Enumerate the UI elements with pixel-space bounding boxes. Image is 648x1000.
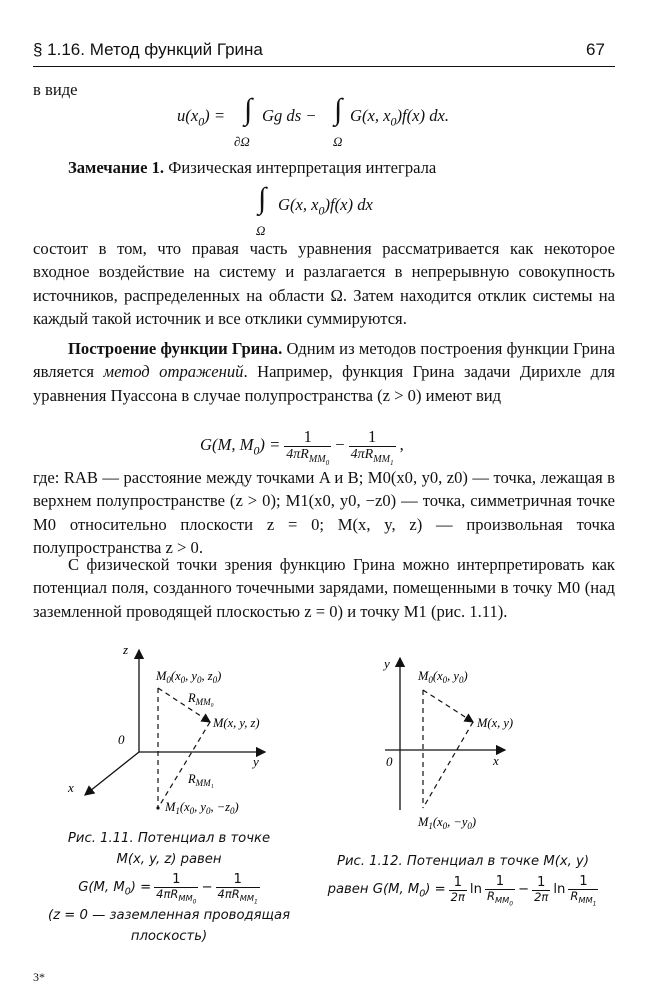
where-paragraph: где: RAB — расстояние между точками A и B; M0(x0, y0, z0) — точка, лежащая в верхнем полупространстве (z > 0); M1(x0, y0, −z0) — точка, симметричная точке M0 относительно плоскости z = 0; M(x, y, z) — произвольная точка полупространства z > 0. bbox=[33, 468, 615, 558]
figure-1-12 bbox=[360, 650, 520, 830]
fig1-caption-line2: M(x, y, z) равен bbox=[116, 852, 222, 867]
fig1-origin-label: 0 bbox=[118, 732, 125, 747]
formula-u-lhs: $u(x_0)$ = bbox=[177, 106, 226, 129]
fig1-caption bbox=[38, 828, 300, 947]
fig2-r-mm1-line bbox=[423, 722, 473, 808]
intro-text: в виде bbox=[33, 80, 78, 99]
fig2-m0-label: $M_0(x_0$, $y_0$) bbox=[418, 669, 468, 685]
fig2-m-label: M(x, y) bbox=[477, 716, 514, 730]
fig1-axis-x-label: x bbox=[68, 780, 74, 795]
point-m1 bbox=[156, 806, 159, 809]
figure-1-11 bbox=[60, 640, 330, 830]
fig2-caption-line1: Рис. 1.12. Потенциал в точке M(x, y) bbox=[337, 854, 589, 869]
fig2-r-mm0-line bbox=[423, 690, 473, 722]
r-mm1-line bbox=[158, 722, 210, 808]
formula-u-domain2: Ω bbox=[333, 134, 343, 149]
fig2-origin-label: 0 bbox=[386, 754, 393, 769]
fig1-axis-y-label: y bbox=[253, 754, 259, 769]
construction-paragraph bbox=[33, 337, 615, 407]
fig2-caption-line2-render: равен G(M, $M_0$) = $\frac{1}{2\pi}$ ln $\frac{1}{R_{MM_0}}$ − $\frac{1}{2\pi}$ ln $\frac{1}{R_{MM_1}}$ bbox=[327, 874, 597, 909]
green-frac-1: $\frac{1}{4\pi R_{MM_0}}$ bbox=[286, 427, 330, 467]
fig2-caption bbox=[318, 851, 608, 909]
fig2-axis-y-label: y bbox=[384, 656, 390, 671]
remark-integral-domain: Ω bbox=[256, 223, 266, 238]
integral-sign-3: ∫ bbox=[258, 182, 267, 215]
construction-text-1: Одним из методов построения функции Грина является bbox=[33, 339, 615, 382]
formula-u-domain1: ∂Ω bbox=[234, 134, 250, 149]
fig1-m-label: M(x, y, z) bbox=[213, 716, 260, 730]
fig2-axis-x-label: x bbox=[493, 753, 499, 768]
fig1-r0-label: $R_{MM_0}$ bbox=[188, 691, 214, 707]
header-rule bbox=[33, 66, 615, 67]
remark-continuation: состоит в том, что правая часть уравнения рассматривается как некоторое входное воздействие на систему и разлагается в непрерывную совокупность источников, распределенных на области Ω. Затем находится отклик системы на каждый такой источник и все отклики суммируются. bbox=[33, 239, 615, 329]
footer-mark: 3* bbox=[33, 970, 45, 984]
fig1-m1-label: $M_1(x_0$, $y_0$, $-z_0$) bbox=[165, 800, 239, 816]
formula-u-term1: Gg ds − bbox=[262, 106, 317, 125]
fig2-m1-label: $M_1(x_0$, $-y_0$) bbox=[418, 815, 477, 830]
fig1-r1-label: $R_{MM_1}$ bbox=[188, 772, 214, 788]
fig1-m0-label: $M_0(x_0$, $y_0$, $z_0$) bbox=[156, 669, 222, 685]
remark-line bbox=[68, 158, 436, 178]
construction-text-2: . Например, функция Грина задачи Дирихле для уравнения Пуассона в случае полупространства (z > 0) имеют вид bbox=[33, 362, 615, 405]
running-header: § 1.16. Метод функций Грина bbox=[33, 40, 263, 59]
axis-x-line bbox=[85, 752, 139, 795]
fig1-caption-line4: (z = 0 — заземленная проводящая bbox=[47, 908, 290, 924]
fig1-caption-formula: G(M, $M_0$) = $\frac{1}{4\pi R_{MM_0}}$ − $\frac{1}{4\pi R_{MM_1}}$ bbox=[78, 872, 258, 907]
remark-integral: G(x, $x_0)f(x)$ dx bbox=[278, 195, 373, 218]
construction-emphasis: метод отражений bbox=[103, 362, 244, 382]
remark-label: Замечание 1. bbox=[68, 158, 165, 177]
formula-u-term2: G(x, $x_0)f(x)$ dx. bbox=[350, 106, 450, 129]
construction-label: Построение функции Грина. bbox=[68, 339, 283, 358]
green-formula: G(M, $M_0$) = $\frac{1}{4\pi R_{MM_0}}$ − $\frac{1}{4\pi R_{MM_1}}$ , bbox=[200, 427, 404, 467]
integral-sign-2: ∫ bbox=[334, 93, 343, 126]
remark-text: Физическая интерпретация интеграла bbox=[168, 158, 437, 177]
integral-sign-1: ∫ bbox=[244, 93, 253, 126]
fig1-caption-line1: Рис. 1.11. Потенциал в точке bbox=[67, 831, 271, 846]
fig1-axis-z-label: z bbox=[123, 642, 129, 657]
fig1-caption-line5: плоскость) bbox=[130, 929, 208, 945]
green-frac-2: $\frac{1}{4\pi R_{MM_1}}$ bbox=[350, 427, 394, 467]
page-number: 67 bbox=[586, 40, 605, 59]
physical-paragraph: С физической точки зрения функцию Грина можно интерпретировать как потенциал поля, созданного точечными зарядами, помещенными в точку M0 (над заземленной проводящей плоскостью z = 0) и точку M1 (рис. 1.11). bbox=[33, 555, 615, 621]
